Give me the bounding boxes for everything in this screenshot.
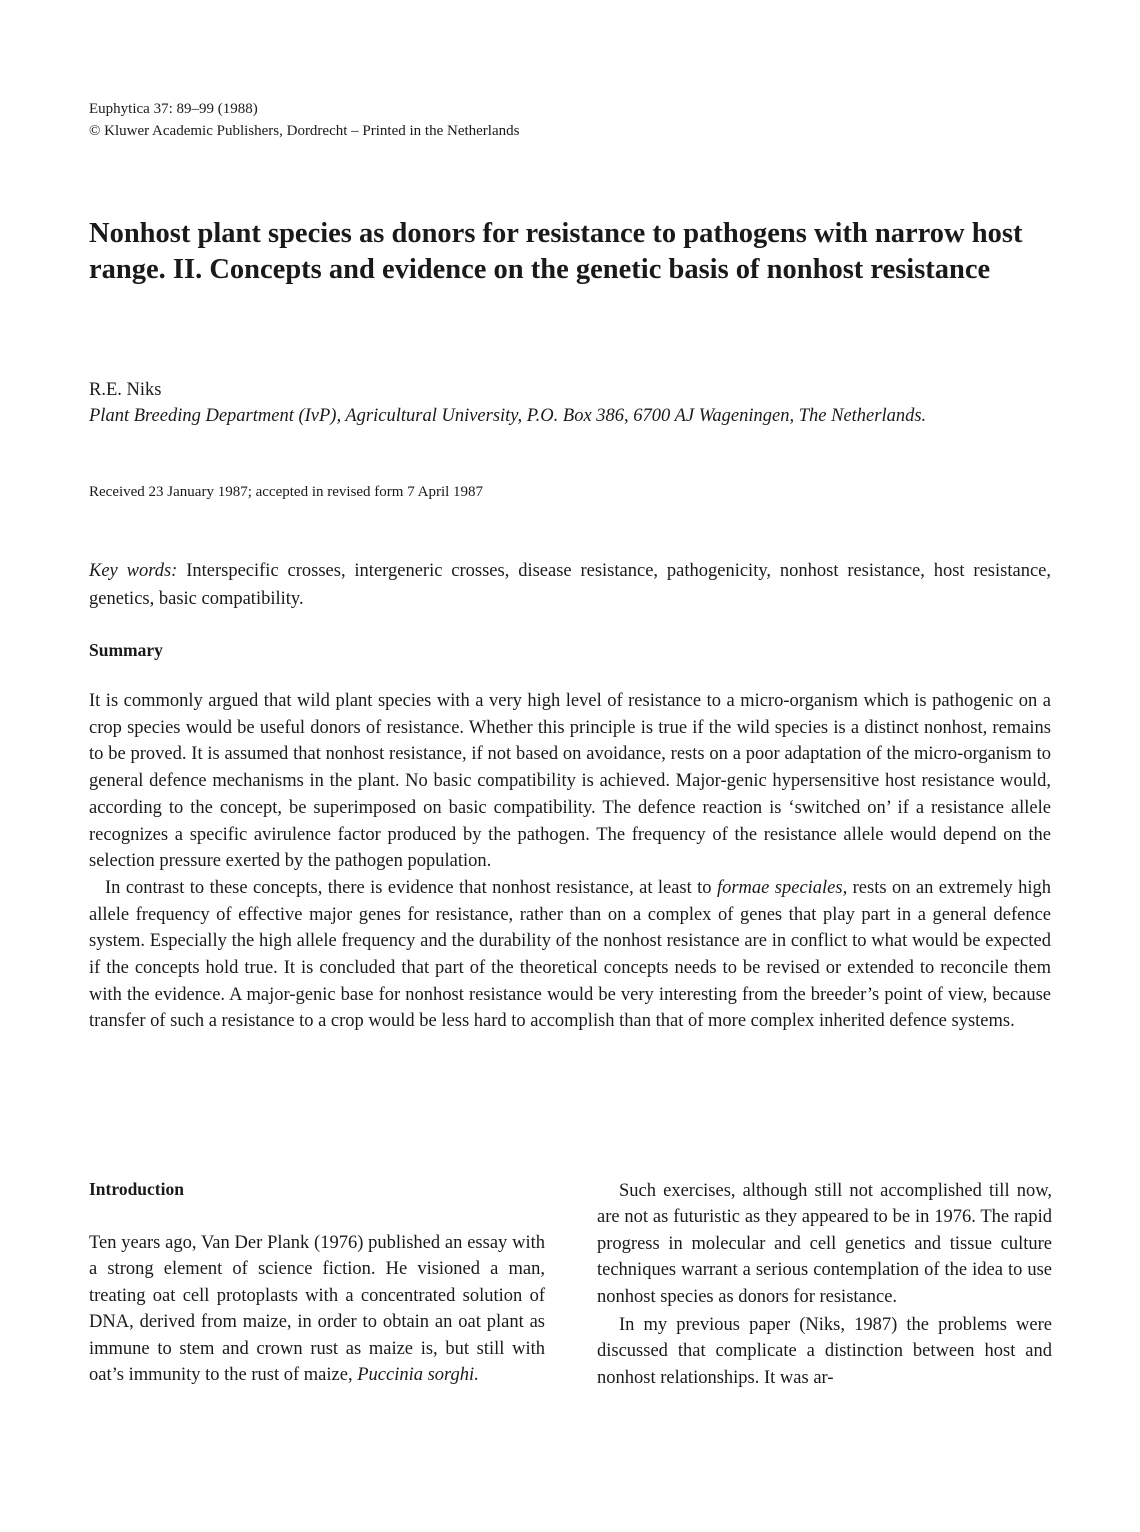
summary-p2-italic: formae speciales, — [716, 877, 848, 898]
received-dates: Received 23 January 1987; accepted in revised form 7 April 1987 — [89, 484, 484, 500]
author-affiliation: Plant Breeding Department (IvP), Agricultural University, P.O. Box 386, 6700 AJ Wageningen, The Netherlands. — [89, 406, 927, 426]
journal-citation: Euphytica 37: 89–99 (1988) — [89, 101, 258, 117]
keywords-text: Interspecific crosses, intergeneric crosses, disease resistance, pathogenicity, nonhost resistance, host resistance, genetics, basic compatibility. — [89, 561, 1051, 609]
journal-header — [89, 98, 519, 142]
author-name: R.E. Niks — [89, 380, 162, 400]
keywords — [89, 557, 1051, 613]
summary-heading: Summary — [89, 640, 163, 660]
summary-paragraph-1: It is commonly argued that wild plant species with a very high level of resistance to a micro-organism which is pathogenic on a crop species would be useful donors of resistance. Whether this principle is true if the wild species is a distinct nonhost, remains to be proved. It is assumed that nonhost resistance, if not based on avoidance, rests on a poor adaptation of the micro-organism to general defence mechanisms in the plant. No basic compatibility is achieved. Major-genic hypersensitive host resistance would, according to the concept, be superimposed on basic compatibility. The defence reaction is ‘switched on’ if a resistance allele recognizes a specific avirulence factor produced by the pathogen. The frequency of the resistance allele would depend on the selection pressure exerted by the pathogen population. — [89, 691, 1051, 872]
intro-paragraph-2: Such exercises, although still not accomplished till now, are not as futuristic as they appeared to be in 1976. The rapid progress in molecular and cell genetics and tissue culture techniques warrant a serious contemplation of the idea to use nonhost species as donors for resistance. — [597, 1181, 1052, 1307]
publisher-line: © Kluwer Academic Publishers, Dordrecht – Printed in the Netherlands — [89, 123, 520, 139]
summary-p2-text-b: rests on an extremely high allele frequency of effective major genes for resistance, rather than on a complex of genes that play part in a general defence system. Especially the high allele frequency and the durability of the nonhost resistance are in conflict to what would be expected if the concepts hold true. It is concluded that part of the theoretical concepts needs to be revised or extended to reconcile them with the evidence. A major-genic base for nonhost resistance would be very interesting from the breeder’s point of view, because transfer of such a resistance to a crop would be less hard to accomplish than that of more complex inherited defence systems. — [89, 877, 1051, 1032]
summary-paragraph-2 — [89, 875, 1051, 1035]
intro-p1-italic: Puccinia sorghi. — [357, 1365, 479, 1386]
intro-p1-text: Ten years ago, Van Der Plank (1976) published an essay with a strong element of science fiction. He visioned a man, treating oat cell protoplasts with a concentrated solution of DNA, derived from maize, in order to obtain an oat plant as immune to stem and crown rust as maize is, but still with oat’s immunity to the rust of maize, — [89, 1233, 545, 1386]
summary-p2-text-a: In contrast to these concepts, there is evidence that nonhost resistance, at least to — [105, 877, 717, 898]
intro-left-column — [89, 1176, 545, 1388]
article-title: Nonhost plant species as donors for resistance to pathogens with narrow host range. II. Concepts and evidence on the genetic basis of nonhost resistance — [89, 218, 1023, 285]
introduction-heading: Introduction — [89, 1179, 184, 1199]
intro-paragraph-1 — [89, 1230, 545, 1388]
summary-body — [89, 688, 1051, 1035]
intro-paragraph-3: In my previous paper (Niks, 1987) the problems were discussed that complicate a distinction between host and nonhost relationships. It was ar- — [597, 1315, 1052, 1388]
intro-right-column — [597, 1178, 1052, 1391]
keywords-label: Key words: — [89, 561, 178, 581]
